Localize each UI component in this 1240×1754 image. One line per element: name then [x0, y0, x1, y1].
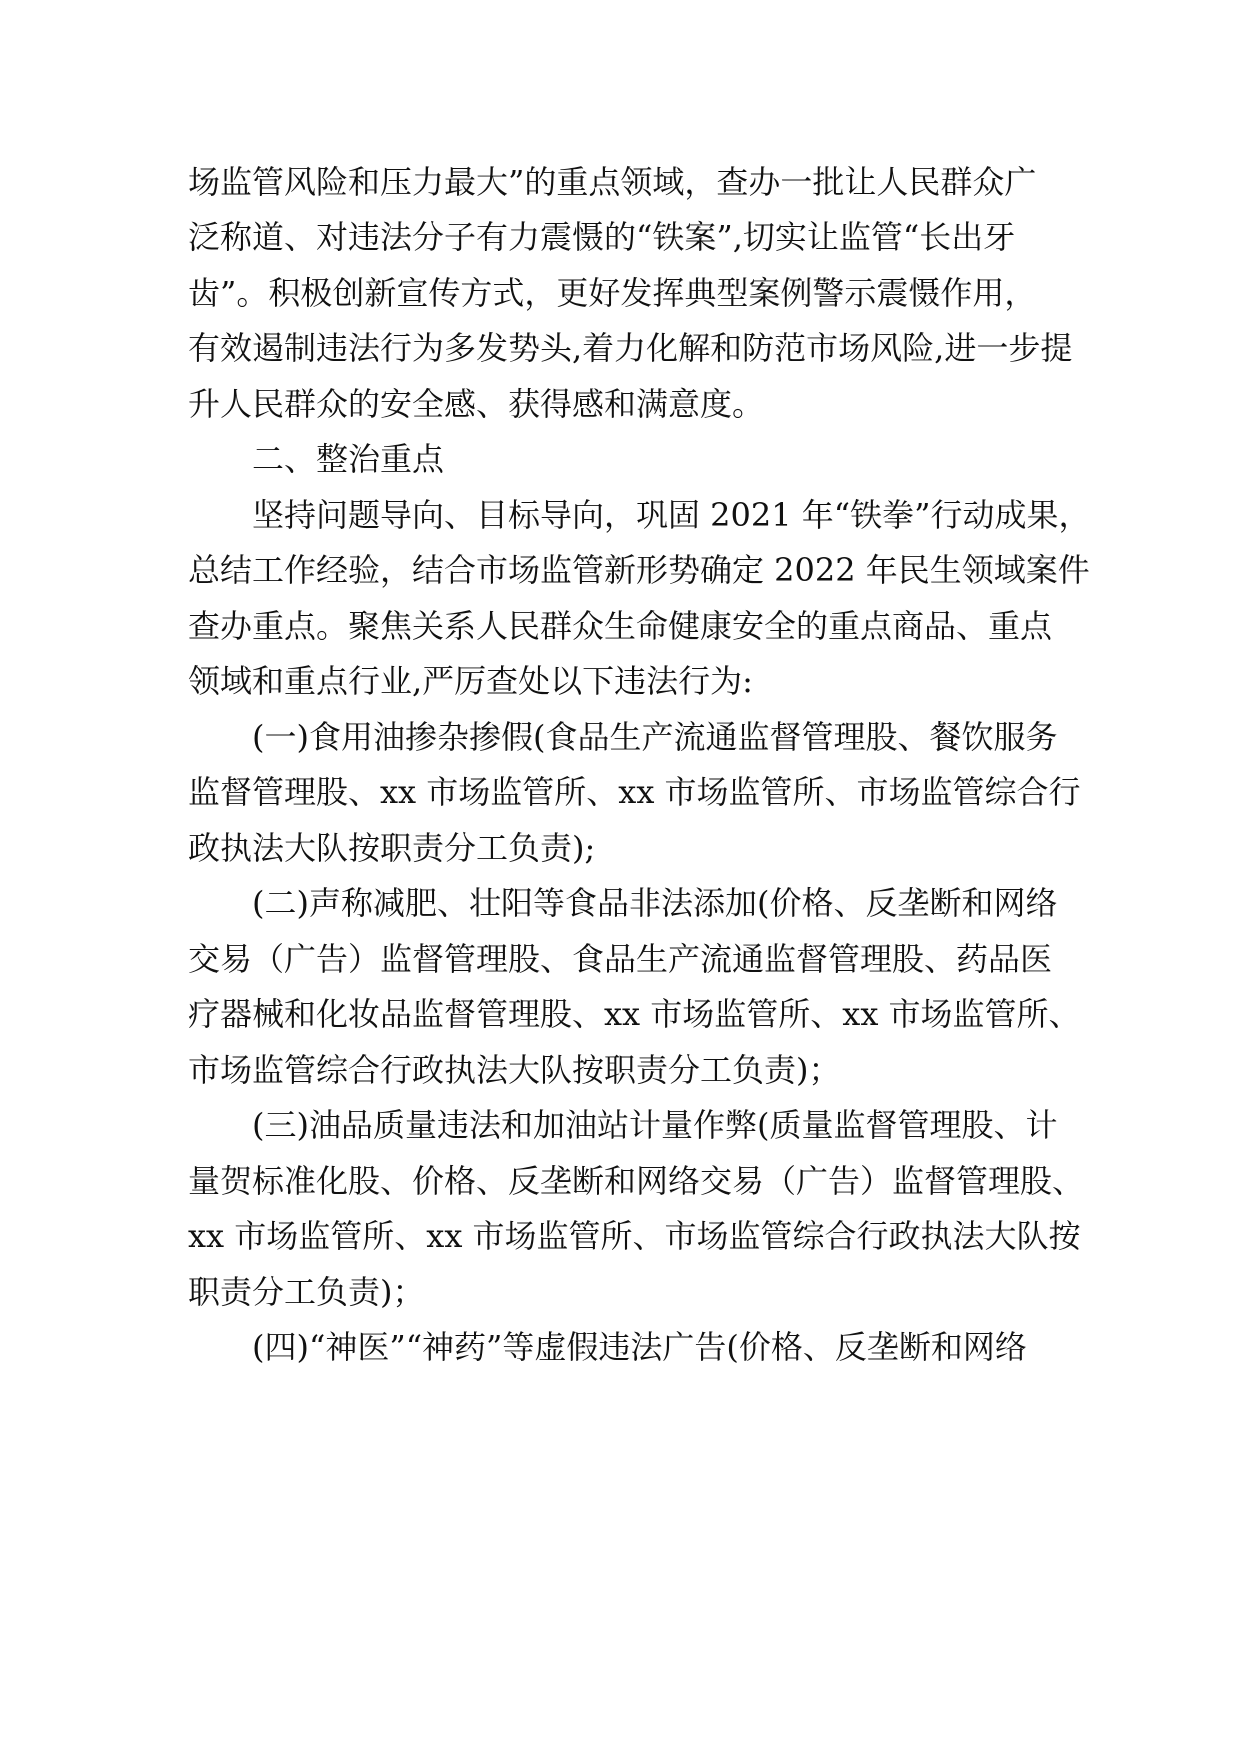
text-line: 齿”。积极创新宣传方式，更好发挥典型案例警示震慑作用，	[188, 274, 1037, 312]
text-line: 领域和重点行业,严厉查处以下违法行为:	[188, 662, 753, 700]
text-line: 量贺标准化股、价格、反垄断和网络交易（广告）监督管理股、	[188, 1162, 1085, 1200]
list-item-2: (二)声称减肥、壮阳等食品非法添加(价格、反垄断和网络	[252, 884, 1058, 922]
section-heading: 二、整治重点	[252, 440, 445, 478]
list-item-4: (四)“神医”“神药”等虚假违法广告(价格、反垄断和网络	[252, 1328, 1027, 1366]
text-line: 交易（广告）监督管理股、食品生产流通监督管理股、药品医	[188, 940, 1053, 978]
text-line: 职责分工负责)；	[188, 1273, 425, 1311]
text-line: 总结工作经验，结合市场监管新形势确定 2022 年民生领域案件	[188, 551, 1090, 589]
text-line: 泛称道、对违法分子有力震慑的“铁案”,切实让监管“长出牙	[188, 218, 1016, 256]
list-item-1: (一)食用油掺杂掺假(食品生产流通监督管理股、餐饮服务	[252, 718, 1058, 756]
text-line: 监督管理股、xx 市场监管所、xx 市场监管所、市场监管综合行	[188, 773, 1081, 811]
text-line: xx 市场监管所、xx 市场监管所、市场监管综合行政执法大队按	[188, 1217, 1081, 1255]
text-line: 查办重点。聚焦关系人民群众生命健康安全的重点商品、重点	[188, 607, 1053, 645]
text-line: 坚持问题导向、目标导向，巩固 2021 年“铁拳”行动成果，	[252, 496, 1091, 534]
text-line: 场监管风险和压力最大”的重点领域，查办一批让人民群众广	[188, 163, 1037, 201]
text-line: 有效遏制违法行为多发势头,着力化解和防范市场风险,进一步提	[188, 329, 1073, 367]
text-line: 疗器械和化妆品监督管理股、xx 市场监管所、xx 市场监管所、	[188, 995, 1081, 1033]
text-line: 市场监管综合行政执法大队按职责分工负责)；	[188, 1051, 841, 1089]
text-line: 升人民群众的安全感、获得感和满意度。	[188, 385, 765, 423]
text-line: 政执法大队按职责分工负责);	[188, 829, 596, 867]
list-item-3: (三)油品质量违法和加油站计量作弊(质量监督管理股、计	[252, 1106, 1058, 1144]
